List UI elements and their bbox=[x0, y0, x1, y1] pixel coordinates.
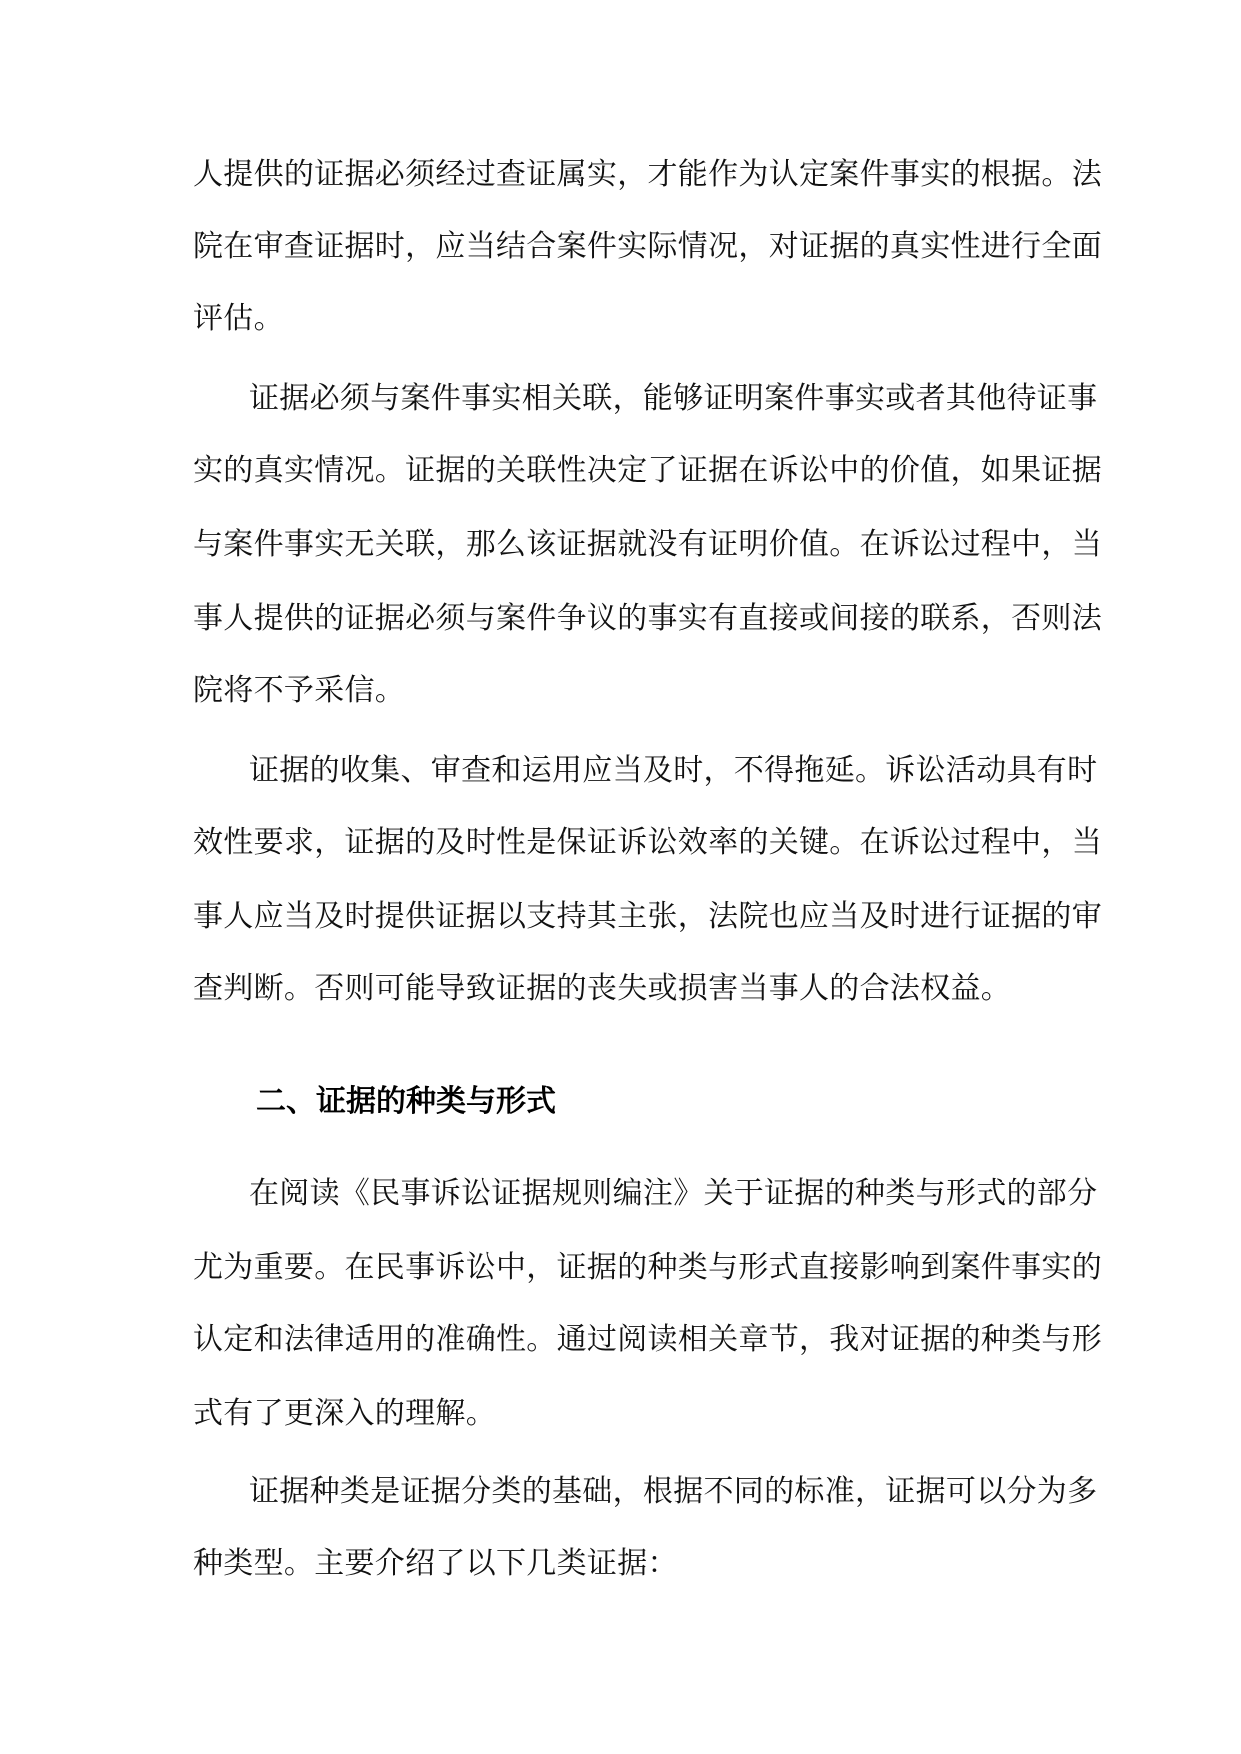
text-line: 证据种类是证据分类的基础，根据不同的标准，证据可以分为多 bbox=[249, 1474, 1098, 1509]
text-line: 评估。 bbox=[193, 301, 284, 336]
text-line: 证据必须与案件事实相关联，能够证明案件事实或者其他待证事 bbox=[249, 381, 1098, 416]
text-line: 式有了更深入的理解。 bbox=[193, 1396, 496, 1431]
text-line: 院将不予采信。 bbox=[193, 673, 406, 708]
text-line: 认定和法律适用的准确性。通过阅读相关章节，我对证据的种类与形 bbox=[193, 1322, 1102, 1357]
text-line: 院在审查证据时，应当结合案件实际情况，对证据的真实性进行全面 bbox=[193, 229, 1102, 264]
text-line: 效性要求，证据的及时性是保证诉讼效率的关键。在诉讼过程中，当 bbox=[193, 825, 1102, 860]
text-line: 尤为重要。在民事诉讼中，证据的种类与形式直接影响到案件事实的 bbox=[193, 1250, 1102, 1285]
text-line: 种类型。主要介绍了以下几类证据： bbox=[193, 1546, 678, 1581]
text-line: 事人提供的证据必须与案件争议的事实有直接或间接的联系，否则法 bbox=[193, 601, 1102, 636]
text-line: 实的真实情况。证据的关联性决定了证据在诉讼中的价值，如果证据 bbox=[193, 453, 1102, 488]
section-heading: 二、证据的种类与形式 bbox=[256, 1084, 556, 1119]
text-line: 与案件事实无关联，那么该证据就没有证明价值。在诉讼过程中，当 bbox=[193, 527, 1102, 562]
text-line: 人提供的证据必须经过查证属实，才能作为认定案件事实的根据。法 bbox=[193, 157, 1102, 192]
text-line: 在阅读《民事诉讼证据规则编注》关于证据的种类与形式的部分 bbox=[249, 1176, 1098, 1211]
text-line: 查判断。否则可能导致证据的丧失或损害当事人的合法权益。 bbox=[193, 971, 1012, 1006]
text-line: 证据的收集、审查和运用应当及时，不得拖延。诉讼活动具有时 bbox=[249, 753, 1098, 788]
text-line: 事人应当及时提供证据以支持其主张，法院也应当及时进行证据的审 bbox=[193, 899, 1102, 934]
